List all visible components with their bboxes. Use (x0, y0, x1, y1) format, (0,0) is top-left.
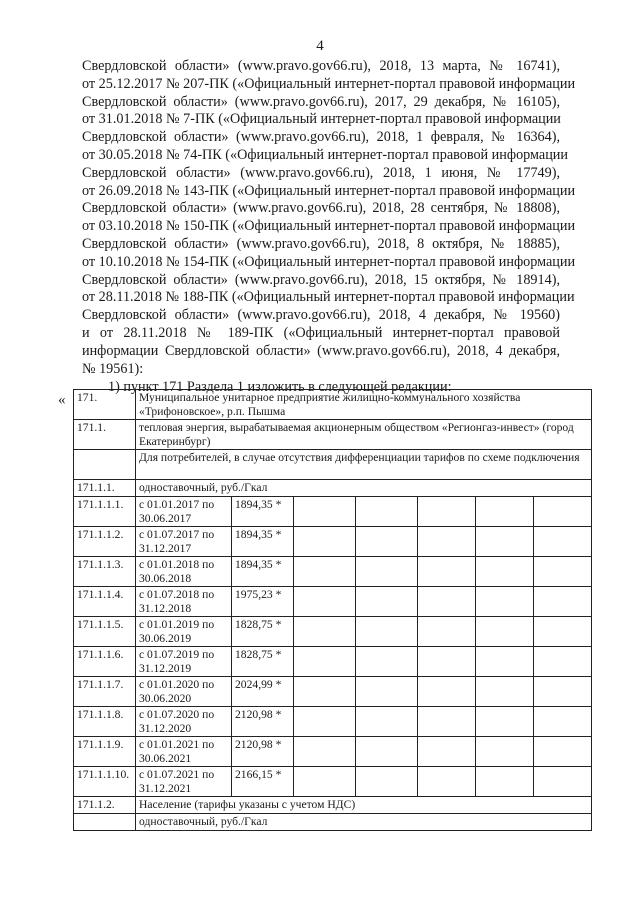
empty-cell (294, 497, 356, 527)
empty-cell (356, 677, 418, 707)
paragraph-line: Свердловской области» (www.pravo.gov66.ru), 2018, 4 декабря, № 19560) (82, 307, 560, 324)
page-number: 4 (316, 38, 324, 54)
empty-cell (476, 527, 534, 557)
tariff-price: 2024,99 * (232, 677, 294, 707)
row-code: 171.1.1.9. (74, 737, 136, 767)
period-range (136, 617, 232, 647)
period-from: с 01.07.2019 по (139, 648, 215, 661)
period-range (136, 527, 232, 557)
period-range (136, 557, 232, 587)
empty-cell (476, 677, 534, 707)
tariff-price: 1894,35 * (232, 497, 294, 527)
table-row-period (74, 707, 592, 737)
tariff-price: 1828,75 * (232, 617, 294, 647)
period-range (136, 587, 232, 617)
period-to: 30.06.2020 (139, 691, 192, 705)
paragraph-line: Свердловской области» (www.pravo.gov66.ru), 2018, 13 марта, № 16741), (82, 58, 560, 74)
period-from: с 01.07.2017 по (139, 528, 215, 541)
table-row-supplier (74, 420, 592, 450)
row-code: 171.1.1. (74, 480, 136, 497)
empty-cell (534, 647, 592, 677)
empty-cell (476, 587, 534, 617)
empty-cell (294, 677, 356, 707)
paragraph-line: от 25.12.2017 № 207-ПК («Официальный интернет-портал правовой информации (82, 75, 576, 92)
empty-cell (418, 707, 476, 737)
period-to: 30.06.2019 (139, 631, 192, 645)
empty-cell (418, 587, 476, 617)
period-from: с 01.07.2018 по (139, 588, 215, 601)
empty-cell (356, 617, 418, 647)
paragraph-line: от 31.01.2018 № 7-ПК («Официальный интернет-портал правовой информации (82, 111, 561, 128)
tariff-price: 2120,98 * (232, 737, 294, 767)
table-row-period (74, 767, 592, 797)
row-code: 171.1. (74, 420, 136, 450)
row-code: 171.1.1.7. (74, 677, 136, 707)
empty-cell (534, 527, 592, 557)
row-code: 171.1.1.6. (74, 647, 136, 677)
empty-cell (476, 617, 534, 647)
period-from: с 01.01.2017 по (139, 498, 215, 511)
paragraph-line: от 03.10.2018 № 150-ПК («Официальный интернет-портал правовой информации (82, 218, 576, 235)
row-code: 171.1.1.5. (74, 617, 136, 647)
tariff-price: 2166,15 * (232, 767, 294, 797)
table-row-period (74, 557, 592, 587)
tariff-price: 1975,23 * (232, 587, 294, 617)
empty-cell (294, 617, 356, 647)
empty-cell (418, 557, 476, 587)
empty-cell (476, 647, 534, 677)
empty-cell (356, 557, 418, 587)
period-from: с 01.07.2020 по (139, 708, 215, 721)
tariff-price: 2120,98 * (232, 707, 294, 737)
paragraph-line: от 28.11.2018 № 188-ПК («Официальный интернет-портал правовой информации (82, 289, 575, 306)
period-to: 31.12.2020 (139, 721, 192, 735)
period-to: 31.12.2021 (139, 781, 192, 795)
period-from: с 01.01.2018 по (139, 558, 215, 571)
tariff-price: 1894,35 * (232, 527, 294, 557)
empty-cell (356, 737, 418, 767)
period-range (136, 497, 232, 527)
row-code-empty (74, 814, 136, 831)
tariff-price: 1828,75 * (232, 647, 294, 677)
empty-cell (534, 677, 592, 707)
paragraph-line: Свердловской области» (www.pravo.gov66.ru), 2018, 1 июня, № 17749), (82, 164, 560, 181)
period-range (136, 647, 232, 677)
consumers-note: Для потребителей, в случае отсутствия дифференциации тарифов по схеме подключения (136, 450, 592, 480)
paragraph-line: Свердловской области» (www.pravo.gov66.ru), 2017, 29 декабря, № 16105), (82, 93, 560, 110)
paragraph-line: от 30.05.2018 № 74-ПК («Официальный интернет-портал правовой информации (82, 146, 568, 163)
table-row-period (74, 737, 592, 767)
organization-name: Муниципальное унитарное предприятие жилищно-коммунального хозяйства «Трифоновское», р.п. Пышма (136, 390, 592, 420)
period-to: 31.12.2018 (139, 601, 192, 615)
paragraph-line: Свердловской области» (www.pravo.gov66.ru), 2018, 8 октября, № 18885), (82, 235, 560, 252)
period-range (136, 737, 232, 767)
period-from: с 01.01.2020 по (139, 678, 215, 691)
opening-quote-mark: « (58, 392, 66, 408)
empty-cell (418, 527, 476, 557)
period-range (136, 707, 232, 737)
period-range (136, 767, 232, 797)
period-from: с 01.07.2021 по (139, 768, 215, 781)
empty-cell (476, 737, 534, 767)
empty-cell (294, 587, 356, 617)
paragraph-line: № 19561): (82, 360, 144, 377)
empty-cell (356, 707, 418, 737)
empty-cell (418, 647, 476, 677)
tariff-table-body (74, 390, 592, 831)
population-note: Население (тарифы указаны с учетом НДС) (136, 797, 592, 814)
row-code: 171.1.2. (74, 797, 136, 814)
table-row-organization (74, 390, 592, 420)
rate-type: одноставочный, руб./Гкал (136, 814, 592, 831)
empty-cell (534, 767, 592, 797)
tariff-price: 1894,35 * (232, 557, 294, 587)
row-code: 171.1.1.2. (74, 527, 136, 557)
row-code: 171.1.1.1. (74, 497, 136, 527)
empty-cell (534, 587, 592, 617)
paragraph-line: Свердловской области» (www.pravo.gov66.ru), 2018, 1 февраля, № 16364), (82, 129, 560, 146)
empty-cell (534, 737, 592, 767)
empty-cell (534, 617, 592, 647)
empty-cell (356, 497, 418, 527)
row-code-empty (74, 450, 136, 480)
empty-cell (476, 557, 534, 587)
table-row-period (74, 587, 592, 617)
table-row-period (74, 497, 592, 527)
rate-type: одноставочный, руб./Гкал (136, 480, 592, 497)
empty-cell (476, 707, 534, 737)
empty-cell (418, 617, 476, 647)
empty-cell (294, 557, 356, 587)
period-from: с 01.01.2021 по (139, 738, 215, 751)
table-row-single-rate (74, 480, 592, 497)
item-instruction: 1) пункт 171 Раздела 1 изложить в следующей редакции: (108, 379, 452, 396)
empty-cell (534, 497, 592, 527)
amendment-paragraph (82, 58, 576, 378)
paragraph-line: и от 28.11.2018 № 189-ПК («Официальный интернет-портал правовой (82, 324, 560, 341)
paragraph-line: информации Свердловской области» (www.pravo.gov66.ru), 2018, 4 декабря, (82, 342, 560, 359)
empty-cell (356, 767, 418, 797)
period-to: 31.12.2019 (139, 661, 192, 675)
period-to: 30.06.2017 (139, 511, 192, 525)
empty-cell (476, 497, 534, 527)
empty-cell (534, 557, 592, 587)
table-row-period (74, 527, 592, 557)
row-code: 171.1.1.8. (74, 707, 136, 737)
paragraph-line: от 10.10.2018 № 154-ПК («Официальный интернет-портал правовой информации (82, 253, 576, 270)
table-row-period (74, 617, 592, 647)
period-range (136, 677, 232, 707)
row-code: 171.1.1.3. (74, 557, 136, 587)
table-row-population (74, 797, 592, 814)
table-row-consumers-note (74, 450, 592, 480)
empty-cell (418, 737, 476, 767)
row-code: 171. (74, 390, 136, 420)
empty-cell (294, 647, 356, 677)
table-row-population-rate (74, 814, 592, 831)
row-code: 171.1.1.4. (74, 587, 136, 617)
empty-cell (356, 587, 418, 617)
paragraph-line: от 26.09.2018 № 143-ПК («Официальный интернет-портал правовой информации (82, 182, 576, 199)
body-text (82, 58, 576, 397)
tariff-table (73, 389, 592, 831)
period-to: 31.12.2017 (139, 541, 192, 555)
empty-cell (294, 737, 356, 767)
period-from: с 01.01.2019 по (139, 618, 215, 631)
empty-cell (418, 677, 476, 707)
empty-cell (294, 707, 356, 737)
period-to: 30.06.2018 (139, 571, 192, 585)
period-to: 30.06.2021 (139, 751, 192, 765)
supplier-description: тепловая энергия, вырабатываемая акционерным обществом «Регионгаз-инвест» (город Екатеринбург) (136, 420, 592, 450)
table-row-period (74, 677, 592, 707)
empty-cell (294, 527, 356, 557)
paragraph-line: Свердловской области» (www.pravo.gov66.ru), 2018, 28 сентября, № 18808), (82, 200, 560, 217)
empty-cell (476, 767, 534, 797)
row-code: 171.1.1.10. (74, 767, 136, 797)
paragraph-line: Свердловской области» (www.pravo.gov66.ru), 2018, 15 октября, № 18914), (82, 271, 560, 288)
empty-cell (534, 707, 592, 737)
empty-cell (418, 767, 476, 797)
empty-cell (356, 647, 418, 677)
empty-cell (294, 767, 356, 797)
empty-cell (356, 527, 418, 557)
table-row-period (74, 647, 592, 677)
empty-cell (418, 497, 476, 527)
